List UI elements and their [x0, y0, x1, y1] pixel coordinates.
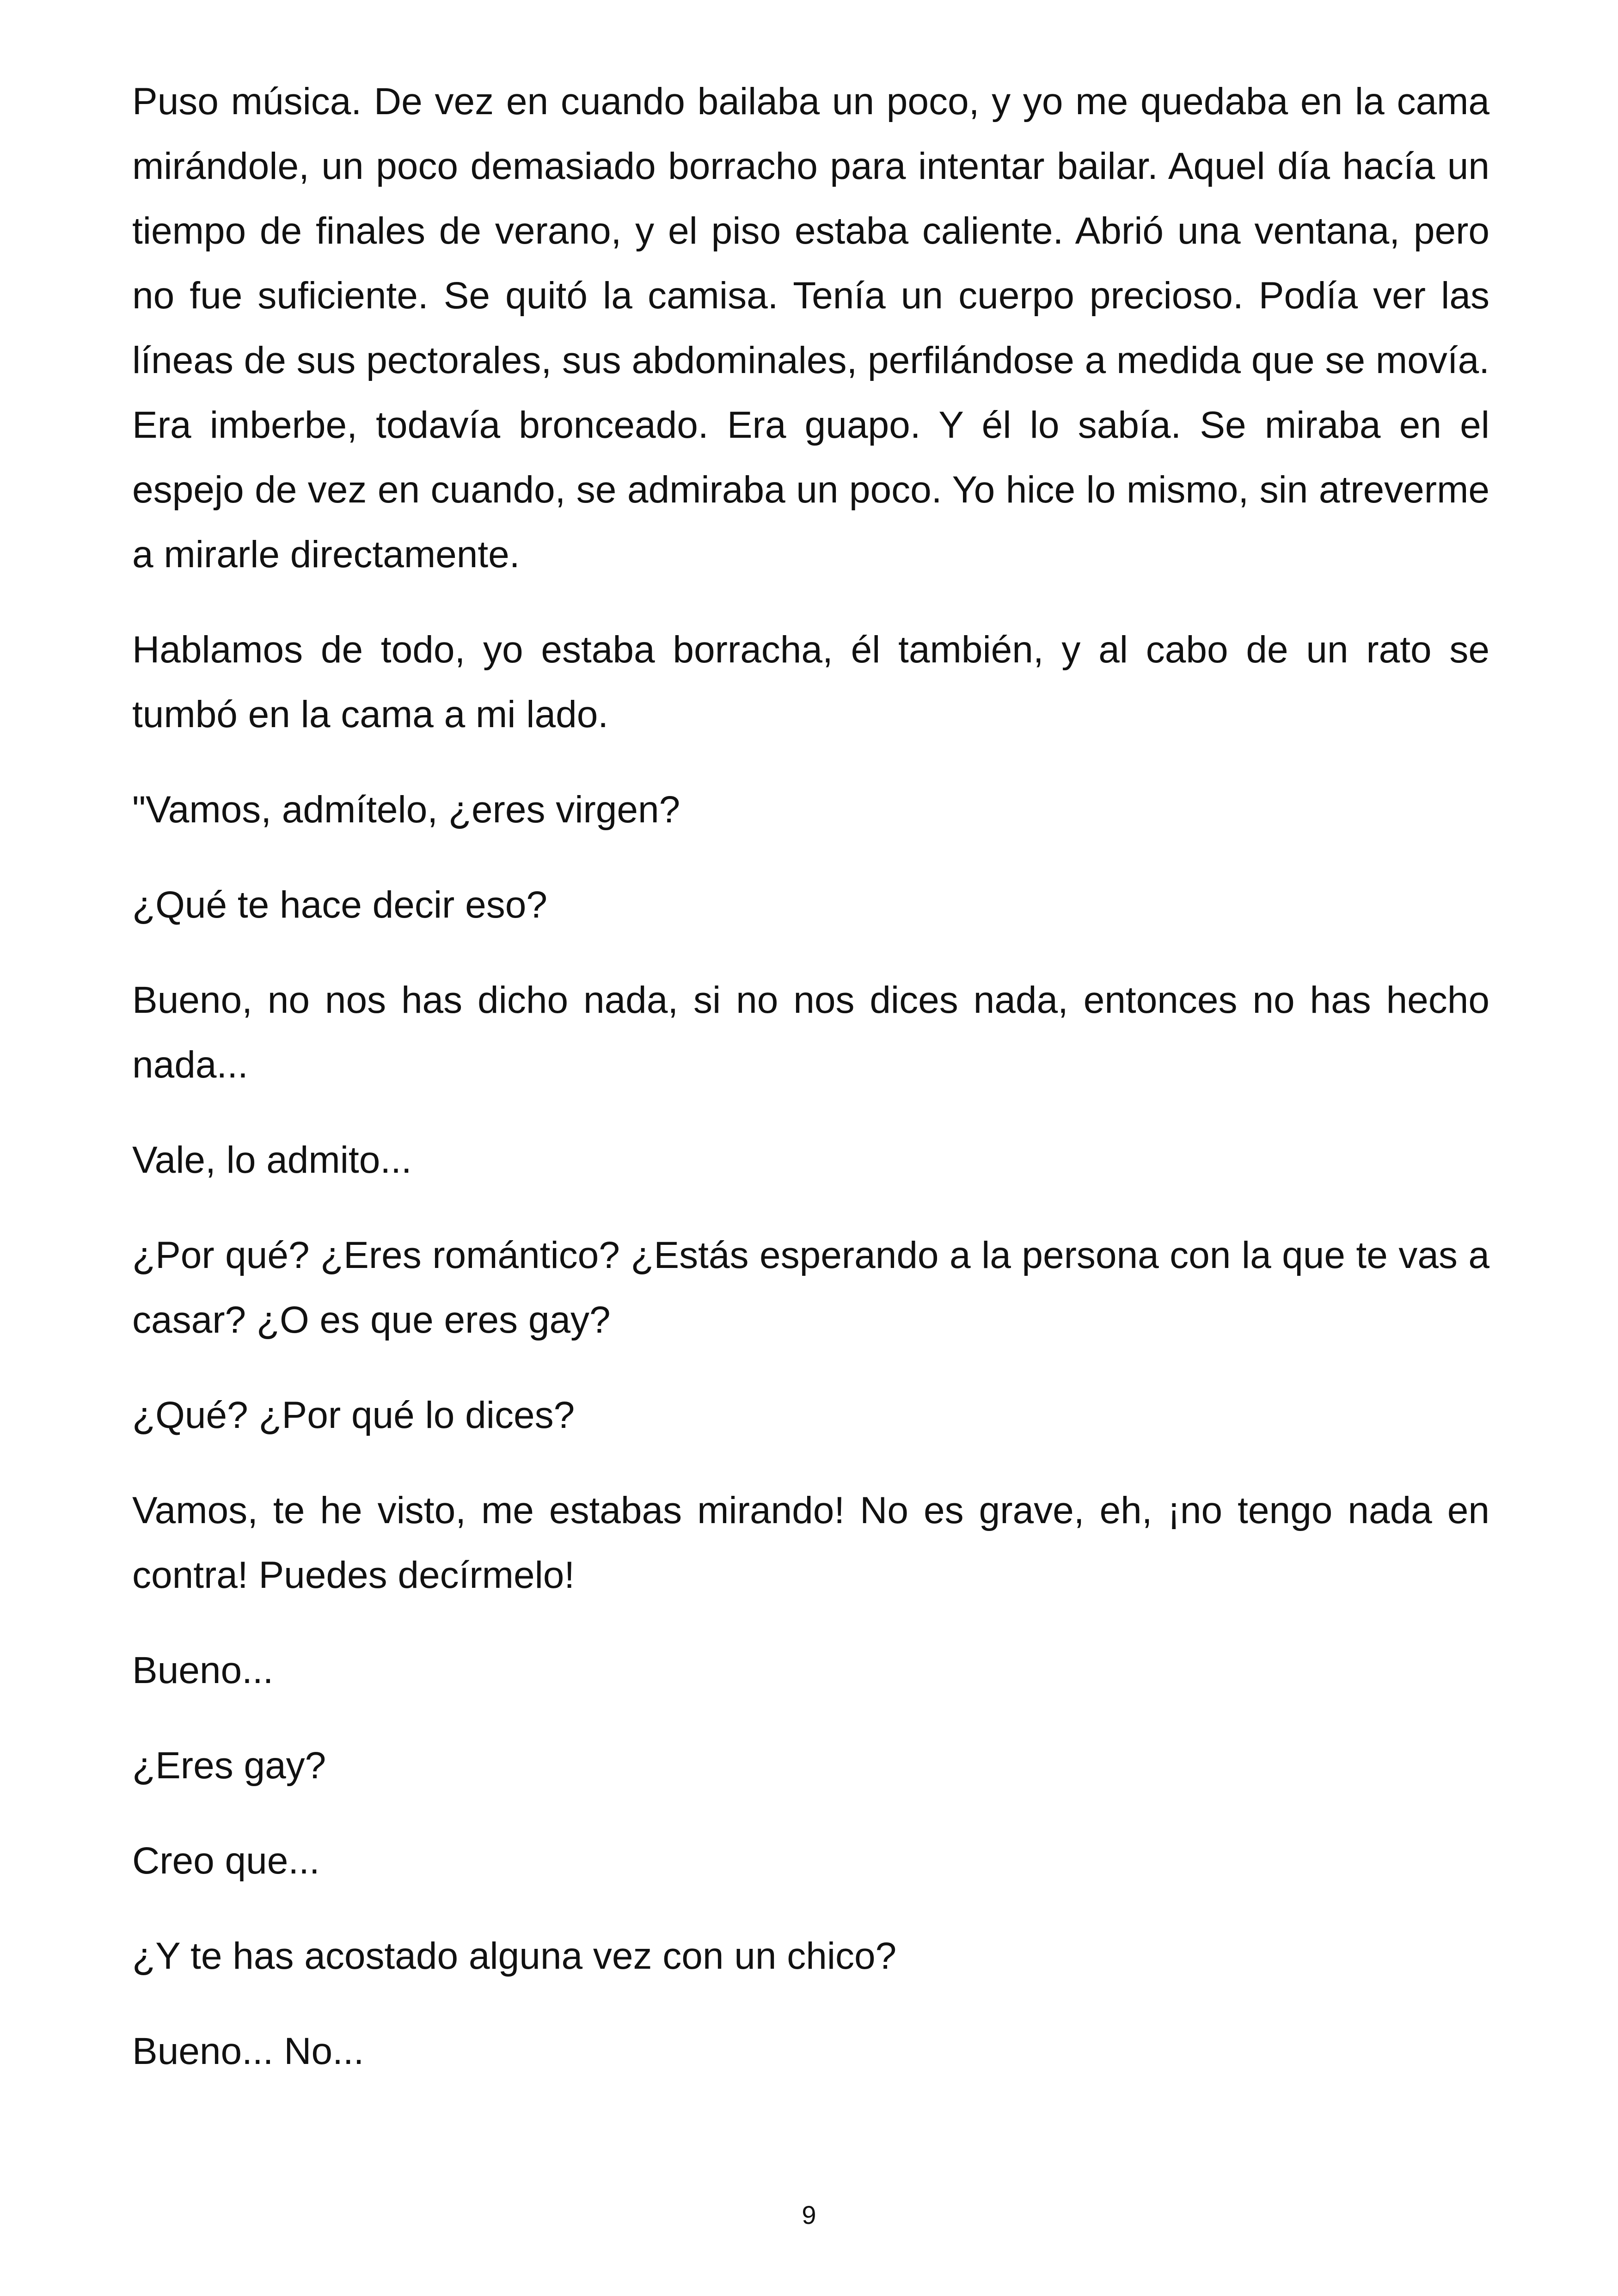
body-text [132, 69, 1489, 2114]
paragraph-14: Bueno... No... [132, 2030, 364, 2072]
paragraph-8: ¿Qué? ¿Por qué lo dices? [132, 1394, 575, 1436]
paragraph-5: Bueno, no nos has dicho nada, si no nos dices nada, entonces no has hecho nada... [132, 979, 1489, 1086]
paragraph-9: Vamos, te he visto, me estabas mirando! No es grave, eh, ¡no tengo nada en contra! Puedes decírmelo! [132, 1489, 1489, 1596]
paragraph-6: Vale, lo admito... [132, 1139, 412, 1181]
paragraph-4: ¿Qué te hace decir eso? [132, 884, 547, 926]
paragraph-3: "Vamos, admítelo, ¿eres virgen? [132, 789, 680, 831]
paragraph-13: ¿Y te has acostado alguna vez con un chico? [132, 1935, 897, 1977]
paragraph-11: ¿Eres gay? [132, 1745, 326, 1787]
paragraph-1: Puso música. De vez en cuando bailaba un poco, y yo me quedaba en la cama mirándole, un poco demasiado borracho para intentar bailar. Aquel día hacía un tiempo de finales de verano, y el piso estaba caliente. Abrió una ventana, pero no fue suficiente. Se quitó la camisa. Tenía un cuerpo precioso. Podía ver las líneas de sus pectorales, sus abdominales, perfilándose a medida que se movía. Era imberbe, todavía bronceado. Era guapo. Y él lo sabía. Se miraba en el espejo de vez en cuando, se admiraba un poco. Yo hice lo mismo, sin atreverme a mirarle directamente. [132, 80, 1489, 576]
paragraph-10: Bueno... [132, 1649, 274, 1691]
paragraph-7: ¿Por qué? ¿Eres romántico? ¿Estás esperando a la persona con la que te vas a casar? ¿O es que eres gay? [132, 1234, 1489, 1341]
paragraph-12: Creo que... [132, 1840, 320, 1882]
page-number: 9 [802, 2200, 816, 2229]
paragraph-2: Hablamos de todo, yo estaba borracha, él también, y al cabo de un rato se tumbó en la cama a mi lado. [132, 629, 1489, 735]
